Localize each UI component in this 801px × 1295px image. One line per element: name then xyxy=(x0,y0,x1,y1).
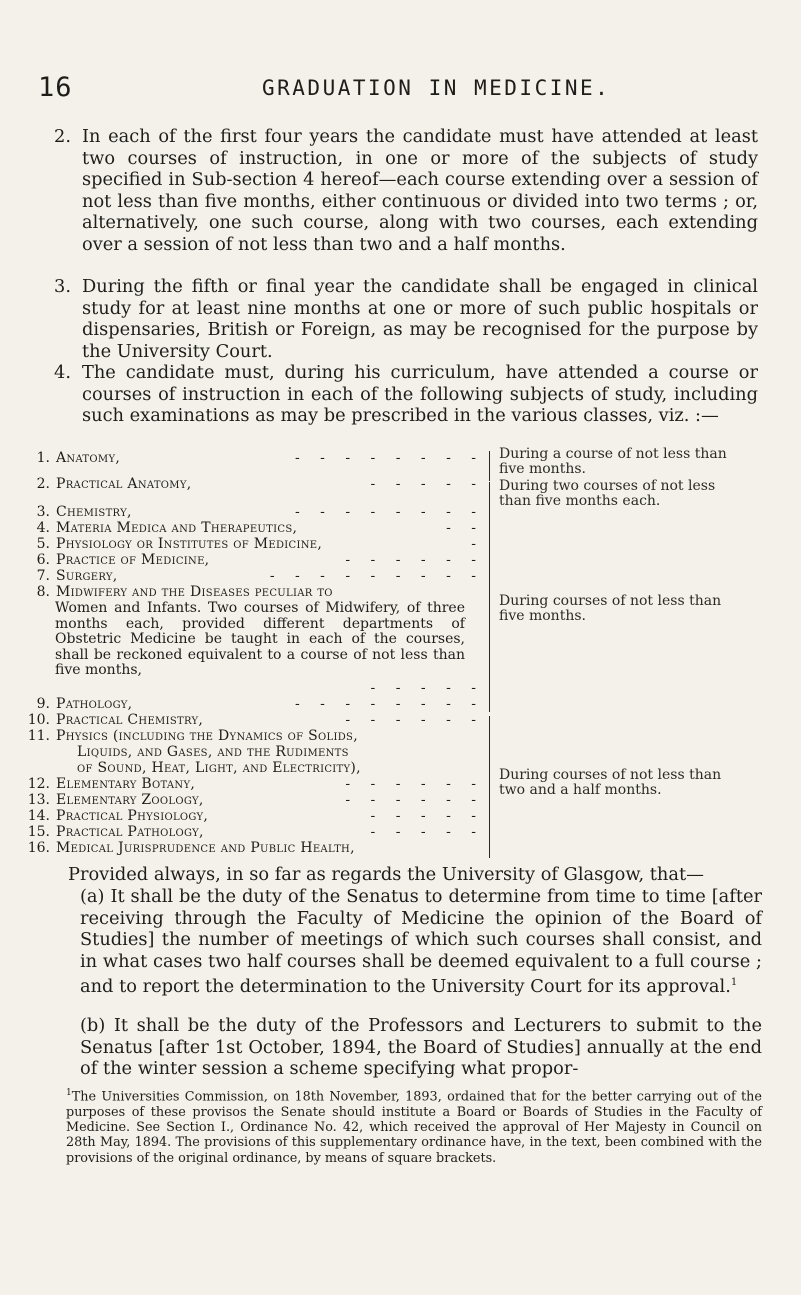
note-anatomy: During a course of not less than five months. xyxy=(499,446,727,478)
subject-label: Practice of Medicine, xyxy=(56,552,210,568)
subject-label: Materia Medica and Therapeutics, xyxy=(56,520,298,536)
paragraph-text: In each of the first four years the candidate must have attended at least two courses of instruction, in one or more of the subjects of study specified in Sub-section 4 hereof—each course extending over a session of not less than five months, either continuous or divided into two terms ; or, alternatively, one such course, along with two courses, each extending over a session of not less than two and a half months. xyxy=(82,126,758,255)
brace-practical-anatomy xyxy=(489,482,496,510)
subject-number: 8. xyxy=(36,584,50,600)
subject-number: 10. xyxy=(27,712,50,728)
brace-group-3-9 xyxy=(489,508,496,712)
subject-number: 1. xyxy=(36,450,50,466)
subject-label: Practical Physiology, xyxy=(56,808,209,824)
subject-label: Pathology, xyxy=(56,696,133,712)
subject-label: Practical Chemistry, xyxy=(56,712,204,728)
page-number: 16 xyxy=(38,72,73,103)
leader-dots: - - - - - - - - - xyxy=(269,568,484,584)
subject-number: 15. xyxy=(27,824,50,840)
subject-label: Chemistry, xyxy=(56,504,132,520)
subparagraph-text: It shall be the duty of the Senatus to determine from time to time [after receiving through the Faculty of Medicine the opinion of the Board of Studies] the number of meetings of which such courses shall consist, and in what cases two half courses shall be deemed equivalent to a full course ; and to report the determination to the University Court for its approval. xyxy=(80,886,763,998)
paragraph-number: 2. xyxy=(54,126,71,147)
subject-number: 11. xyxy=(27,728,50,744)
subject-label: Physics (including the Dynamics of Solids, xyxy=(56,728,358,744)
note-group-3-9: During courses of not less than five months. xyxy=(499,593,722,625)
note-group-10-16: During courses of not less than two and a half months. xyxy=(499,767,722,799)
subject-number: 7. xyxy=(36,568,50,584)
note-practical-anatomy: During two courses of not less than five months each. xyxy=(499,478,716,510)
subject-label: Elementary Botany, xyxy=(56,776,196,792)
footnote xyxy=(66,1086,762,1166)
subject-label: Midwifery and the Diseases peculiar to xyxy=(56,584,333,600)
proviso: Provided always, in so far as regards the University of Glasgow, that— xyxy=(68,864,704,885)
subject-number: 2. xyxy=(36,476,50,492)
subparagraph-text: It shall be the duty of the Professors and Lecturers to submit to the Senatus [after 1st October, 1894, the Board of Studies] annually at the end of the winter session a scheme specifying what propor- xyxy=(80,1015,762,1080)
subject-label: Elementary Zoology, xyxy=(56,792,204,808)
leader-dots: - - - - - - xyxy=(345,792,484,808)
subject-number: 3. xyxy=(36,504,50,520)
subject-number: 9. xyxy=(36,696,50,712)
subject-number: 4. xyxy=(36,520,50,536)
brace-anatomy xyxy=(489,451,496,481)
subparagraph-label: (a) xyxy=(80,886,105,907)
paragraph-number: 4. xyxy=(54,362,71,383)
paragraph-2 xyxy=(54,126,758,256)
brace-group-10-16 xyxy=(489,716,496,858)
paragraph-4 xyxy=(54,362,758,427)
leader-dots: - - - - - - - - xyxy=(295,450,484,466)
leader-dots: - - - - - xyxy=(370,824,484,840)
subparagraph-b xyxy=(80,1015,762,1080)
subject-label-continued: Liquids, and Gases, and the Rudiments xyxy=(77,744,349,760)
footnote-text: The Universities Commission, on 18th November, 1893, ordained that for the better carrying out of the purposes of these provisos the Senate should institute a Board or Boards of Studies in the Faculty of Medicine. See Section I., Ordinance No. 42, which received the approval of Her Majesty in Council on 28th May, 1894. The provisions of this supplementary ordinance have, in the text, been combined with the provisions of the original ordinance, by means of square brackets. xyxy=(66,1089,762,1166)
leader-dots: - - - - - - xyxy=(345,776,484,792)
leader-dots: - - xyxy=(446,520,484,536)
subject-label: Medical Jurisprudence and Public Health, xyxy=(56,840,355,856)
leader-dots: - - - - - xyxy=(370,808,484,824)
paragraph-3 xyxy=(54,276,758,362)
running-title: GRADUATION IN MEDICINE. xyxy=(262,76,611,100)
subject-number: 14. xyxy=(27,808,50,824)
leader-dots: - - - - - xyxy=(370,476,484,492)
paragraph-number: 3. xyxy=(54,276,71,297)
leader-dots: - - - - - xyxy=(370,680,484,696)
subject-label: Surgery, xyxy=(56,568,118,584)
leader-dots: - - - - - - - - xyxy=(295,696,484,712)
leader-dots: - - - - - - xyxy=(345,552,484,568)
subject-label: Practical Anatomy, xyxy=(56,476,192,492)
footnote-mark: 1 xyxy=(66,1088,72,1098)
subject-number: 16. xyxy=(27,840,50,856)
paragraph-text: The candidate must, during his curriculum, have attended a course or courses of instruction in each of the following subjects of study, including such examinations as may be prescribed in the various classes, viz. :— xyxy=(82,362,758,427)
leader-dots: - - - - - - - - xyxy=(295,504,484,520)
subject-label-continued: of Sound, Heat, Light, and Electricity), xyxy=(77,760,361,776)
subject-label: Physiology or Institutes of Medicine, xyxy=(56,536,323,552)
leader-dots: - xyxy=(471,536,484,552)
subparagraph-label: (b) xyxy=(80,1015,106,1036)
subparagraph-a xyxy=(80,886,762,998)
subject-number: 6. xyxy=(36,552,50,568)
subject-label: Practical Pathology, xyxy=(56,824,204,840)
subject-8-description: Women and Infants. Two courses of Midwifery, of three months each, provided different departments of Obstetric Medicine be taught in each of the courses, shall be reckoned equivalent to a course of not less than five months, xyxy=(55,600,465,679)
subject-number: 12. xyxy=(27,776,50,792)
subject-number: 5. xyxy=(36,536,50,552)
subject-number: 13. xyxy=(27,792,50,808)
footnote-ref: 1 xyxy=(730,977,738,989)
subject-label: Anatomy, xyxy=(56,450,121,466)
paragraph-text: During the fifth or final year the candidate shall be engaged in clinical study for at least nine months at one or more of such public hospitals or dispensaries, British or Foreign, as may be recognised for the purpose by the University Court. xyxy=(82,276,758,362)
leader-dots: - - - - - - xyxy=(345,712,484,728)
